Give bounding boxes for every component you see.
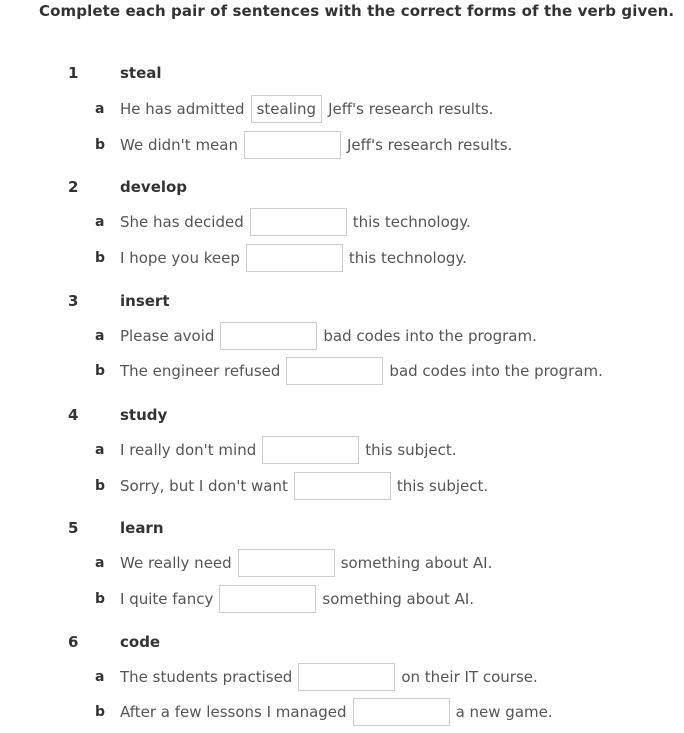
item-verb: develop — [120, 178, 188, 196]
sentence-end: this technology. — [352, 213, 471, 231]
item-number: 6 — [68, 633, 79, 651]
answer-input[interactable] — [298, 663, 395, 691]
answer-input[interactable] — [244, 131, 341, 159]
answer-input[interactable] — [220, 322, 317, 350]
sentence-letter: a — [95, 328, 105, 344]
sentence-end: on their IT course. — [401, 668, 538, 686]
answer-input[interactable] — [219, 585, 316, 613]
sentence-end: bad codes into the program. — [389, 362, 603, 380]
sentence-end: something about AI. — [322, 590, 475, 608]
answer-input[interactable]: stealing — [251, 95, 322, 123]
answer-input[interactable] — [250, 208, 347, 236]
sentence-row — [95, 435, 457, 465]
item-verb: study — [120, 406, 168, 424]
item-verb: steal — [120, 64, 162, 82]
sentence-start: She has decided — [120, 213, 244, 231]
sentence-end: something about AI. — [340, 554, 493, 572]
sentence-start: He has admitted — [120, 100, 245, 118]
sentence-start: We really need — [120, 554, 232, 572]
sentence-letter: a — [95, 669, 105, 685]
answer-input[interactable] — [246, 244, 343, 272]
answer-input[interactable] — [262, 436, 359, 464]
sentence-end: Jeff's research results. — [346, 136, 513, 154]
sentence-start: After a few lessons I managed — [120, 703, 347, 721]
answer-input[interactable] — [294, 472, 391, 500]
sentence-letter: b — [95, 250, 106, 266]
sentence-letter: b — [95, 363, 106, 379]
sentence-start: The engineer refused — [120, 362, 281, 380]
item-number: 2 — [68, 178, 79, 196]
sentence-row — [95, 697, 553, 727]
sentence-start: Sorry, but I don't want — [120, 477, 288, 495]
sentence-end: this technology. — [348, 249, 467, 267]
item-verb: code — [120, 633, 161, 651]
answer-input[interactable] — [353, 698, 450, 726]
sentence-row — [95, 662, 538, 692]
sentence-row — [95, 548, 492, 578]
sentence-start: We didn't mean — [120, 136, 238, 154]
item-number: 4 — [68, 406, 79, 424]
sentence-row — [95, 321, 537, 351]
answer-input[interactable] — [238, 549, 335, 577]
sentence-row — [95, 356, 603, 386]
sentence-letter: b — [95, 478, 106, 494]
sentence-letter: b — [95, 591, 106, 607]
sentence-letter: a — [95, 555, 105, 571]
item-verb: learn — [120, 519, 164, 537]
sentence-letter: b — [95, 137, 106, 153]
sentence-start: Please avoid — [120, 327, 215, 345]
sentence-end: a new game. — [455, 703, 553, 721]
item-number: 3 — [68, 292, 79, 310]
sentence-end: this subject. — [396, 477, 489, 495]
sentence-letter: b — [95, 704, 106, 720]
sentence-end: this subject. — [365, 441, 457, 459]
sentence-row — [95, 94, 493, 124]
sentence-start: The students practised — [120, 668, 293, 686]
sentence-start: I quite fancy — [120, 590, 214, 608]
item-verb: insert — [120, 292, 170, 310]
sentence-row — [95, 207, 471, 237]
item-number: 5 — [68, 519, 79, 537]
sentence-row — [95, 130, 512, 160]
sentence-start: I hope you keep — [120, 249, 240, 267]
sentence-letter: a — [95, 214, 105, 230]
answer-input[interactable] — [286, 357, 383, 385]
sentence-row — [95, 584, 474, 614]
sentence-letter: a — [95, 101, 105, 117]
sentence-start: I really don't mind — [120, 441, 257, 459]
item-number: 1 — [68, 64, 79, 82]
sentence-letter: a — [95, 442, 105, 458]
sentence-row — [95, 243, 467, 273]
sentence-row — [95, 471, 488, 501]
sentence-end: bad codes into the program. — [323, 327, 537, 345]
sentence-end: Jeff's research results. — [328, 100, 494, 118]
instruction-text: Complete each pair of sentences with the correct forms of the verb given. — [39, 2, 675, 20]
